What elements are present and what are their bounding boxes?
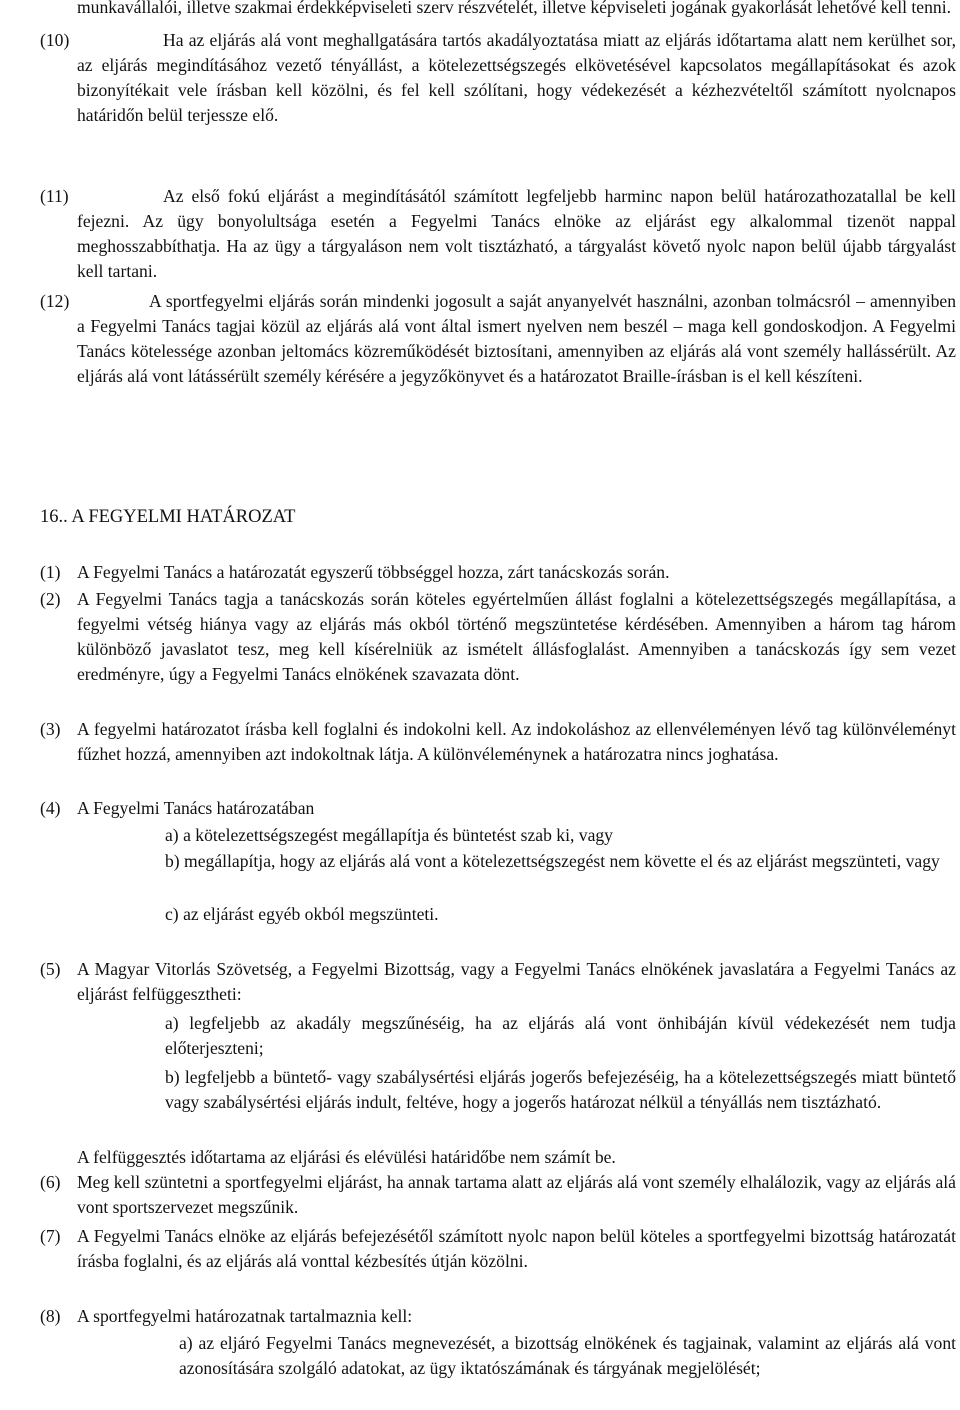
paragraph-5-text: A Magyar Vitorlás Szövetség, a Fegyelmi Bizottság, vagy a Fegyelmi Tanács elnökének javaslatára a Fegyelmi Tanács az eljárást felfüggesztheti:: [77, 959, 956, 1004]
paragraph-8-item-a: a) az eljáró Fegyelmi Tanács megnevezését, a bizottság elnökének és tagjainak, valamint az eljárás alá vont azonosítására szolgáló adatokat, az ügy iktatószámának és tárgyának megjelölését;: [179, 1333, 956, 1378]
paragraph-3-number: (3): [40, 719, 61, 739]
paragraph-11-text: Az első fokú eljárást a megindításától számított legfeljebb harminc napon belül határozathozatallal be kell fejezni. Az ügy bonyolultsága esetén a Fegyelmi Tanács elnöke az eljárást egy alkalommal tizenöt nappal meghosszabbíthatja. Ha az ügy a tárgyaláson nem volt tisztázható, a tárgyalást követő nyolc napon belül újabb tárgyalást kell tartani.: [77, 186, 956, 281]
paragraph-5-item-b: b) legfeljebb a büntető- vagy szabálysértési eljárás jogerős befejezéséig, ha a kötelezettségszegés miatt büntető vagy szabálysértési eljárás indult, feltéve, hogy a jogerős határozat nélkül a tényállás nem tisztázható.: [165, 1067, 956, 1112]
paragraph-5-number: (5): [40, 959, 61, 979]
paragraph-4-text: A Fegyelmi Tanács határozatában: [77, 798, 315, 818]
paragraph-8-number: (8): [40, 1306, 61, 1326]
paragraph-6-number: (6): [40, 1172, 61, 1192]
paragraph-4-item-a: a) a kötelezettségszegést megállapítja és büntetést szab ki, vagy: [165, 825, 613, 845]
paragraph-4-item-b: b) megállapítja, hogy az eljárás alá vont a kötelezettségszegést nem követte el és az eljárást megszünteti, vagy: [165, 851, 940, 871]
paragraph-7-number: (7): [40, 1226, 61, 1246]
paragraph-2-number: (2): [40, 589, 61, 609]
paragraph-1-text: A Fegyelmi Tanács a határozatát egyszerű többséggel hozza, zárt tanácskozás során.: [77, 562, 670, 582]
paragraph-3-text: A fegyelmi határozatot írásba kell foglalni és indokolni kell. Az indokoláshoz az ellenvéleményen lévő tag különvéleményt fűzhet hozzá, amennyiben azt indokoltnak látja. A különvéleménynek a határozatra nincs joghatása.: [77, 719, 956, 764]
paragraph-11-number: (11): [40, 186, 69, 206]
paragraph-12-number: (12): [40, 291, 70, 311]
paragraph-10-text: Ha az eljárás alá vont meghallgatására tartós akadályoztatása miatt az eljárás időtartama alatt nem kerülhet sor, az eljárás megindításához vezető tényállást, a kötelezettségszegés elkövetésével kapcsolatos megállapításokat és azok bizonyítékait vele írásban kell közölni, és fel kell szólítani, hogy védekezését a kézhezvételtől számított nyolcnapos határidőn belül terjessze elő.: [77, 30, 956, 125]
paragraph-10-number: (10): [40, 30, 70, 50]
paragraph-2-text: A Fegyelmi Tanács tagja a tanácskozás során köteles egyértelműen állást foglalni a kötelezettségszegés megállapítása, a fegyelmi vétség hiánya vagy az eljárás más okból történő megszüntetése kérdésében. Amennyiben a három tag három különböző javaslatot tesz, meg kell kísérelniük az ismételt állásfoglalást. Amennyiben a tanácskozás így sem vezet eredményre, úgy a Fegyelmi Tanács elnökének szavazata dönt.: [77, 589, 956, 684]
paragraph-5-closing: A felfüggesztés időtartama az eljárási és elévülési határidőbe nem számít be.: [77, 1147, 616, 1167]
paragraph-6-text: Meg kell szüntetni a sportfegyelmi eljárást, ha annak tartama alatt az eljárás alá vont személy elhalálozik, vagy az eljárás alá vont sportszervezet megszűnik.: [77, 1172, 956, 1217]
paragraph-4-item-c: c) az eljárást egyéb okból megszünteti.: [165, 904, 439, 924]
paragraph-12-text: A sportfegyelmi eljárás során mindenki jogosult a saját anyanyelvét használni, azonban tolmácsról – amennyiben a Fegyelmi Tanács tagjai közül az eljárás alá vont által ismert nyelven nem beszél – maga kell gondoskodjon. A Fegyelmi Tanács kötelessége azonban jeltomács közreműködését biztosítani, amennyiben az eljárás alá vont személy hallássérült. Az eljárás alá vont látássérült személy kérésére a jegyzőkönyvet és a határozatot Braille-írásban is el kell készíteni.: [77, 291, 956, 386]
paragraph-5-item-a: a) legfeljebb az akadály megszűnéséig, ha az eljárás alá vont önhibáján kívül védekezését nem tudja előterjeszteni;: [165, 1013, 956, 1058]
paragraph-1-number: (1): [40, 562, 61, 582]
paragraph-4-number: (4): [40, 798, 61, 818]
paragraph-7-text: A Fegyelmi Tanács elnöke az eljárás befejezésétől számított nyolc napon belül köteles a sportfegyelmi bizottság határozatát írásba foglalni, és az eljárás alá vonttal kézbesítés útján közölni.: [77, 1226, 956, 1271]
paragraph-8-text: A sportfegyelmi határozatnak tartalmaznia kell:: [77, 1306, 413, 1326]
paragraph-9-continuation: munkavállalói, illetve szakmai érdekképviseleti szerv részvételét, illetve képviseleti jogának gyakorlását lehetővé kell tenni.: [77, 0, 951, 17]
section-heading: 16.. A FEGYELMI HATÁROZAT: [40, 507, 296, 527]
